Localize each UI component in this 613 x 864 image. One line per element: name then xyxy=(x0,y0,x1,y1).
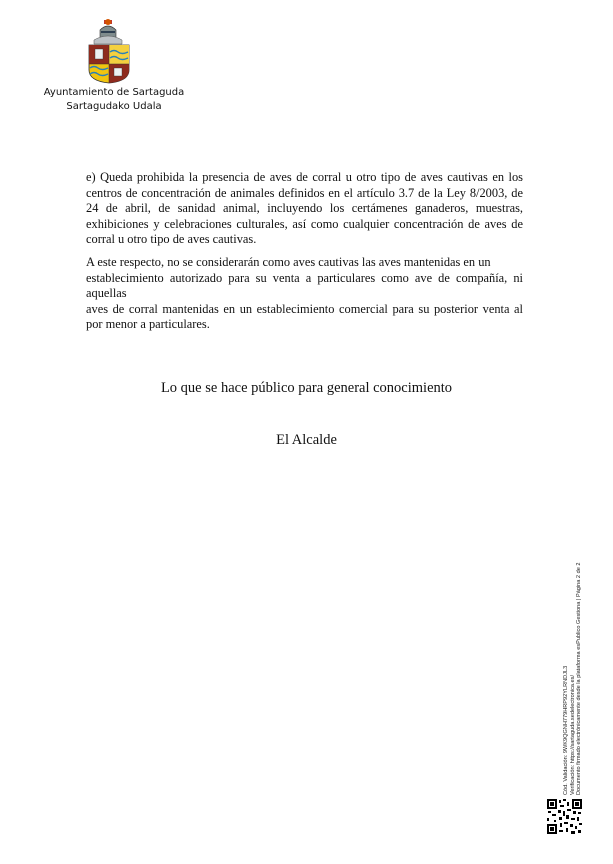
entity-name-spanish: Ayuntamiento de Sartaguda xyxy=(43,87,185,98)
paragraph-line: aves de corral mantenidas en un establecimiento comercial para su posterior venta al por menor a particulares. xyxy=(86,301,523,332)
municipality-name xyxy=(40,86,188,113)
signatory-title: El Alcalde xyxy=(276,432,337,448)
paragraph-line: aquellas xyxy=(86,286,127,301)
verification-url[interactable]: Verificación: https://sartaguda.sedelectronica.es/ xyxy=(569,674,576,795)
public-notice-statement: Lo que se hace público para general conocimiento xyxy=(160,380,453,396)
paragraph-line: establecimiento autorizado para su venta a particulares como ave de compañía, ni xyxy=(86,270,523,285)
validation-code: Cód. Validación: 9WK9QGNH779HRP92YLRNDJL3 xyxy=(563,665,569,795)
paragraph-captive-birds-exception xyxy=(86,255,523,333)
verification-sidebar xyxy=(563,535,593,795)
paragraph-line: A este respecto, no se considerarán como aves cautivas las aves mantenidas en un xyxy=(86,255,491,269)
qr-code-icon xyxy=(547,799,582,834)
entity-name-basque: Sartagudako Udala xyxy=(66,100,162,112)
signature-platform-note: Documento firmado electrónicamente desde la plataforma esPublico Gestiona | Página 2 de 2 xyxy=(576,562,583,795)
coat-of-arms-logo xyxy=(86,18,132,84)
paragraph-e-prohibition: e) Queda prohibida la presencia de aves de corral u otro tipo de aves cautivas en los centros de concentración de animales definidos en el artículo 3.7 de la Ley 8/2003, de 24 de abril, de sanidad animal, incluyendo los certámenes ganaderos, muestras, exhibiciones y celebraciones culturales, así como cualquier concentración de aves de corral u otro tipo de aves cautivas. xyxy=(86,170,523,247)
